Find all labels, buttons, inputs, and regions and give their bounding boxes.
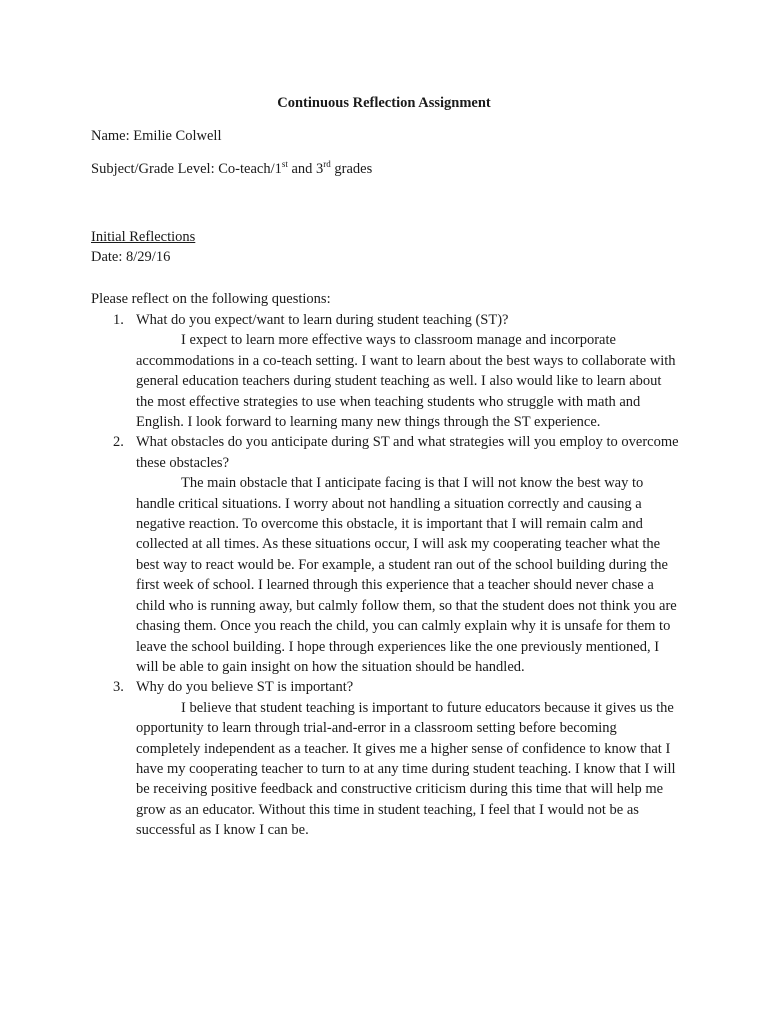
section-heading: Initial Reflections bbox=[91, 229, 196, 245]
answer-text: I expect to learn more effective ways to classroom manage and incorporate accommodations in a co-teach setting. I want to learn about the best ways to collaborate with general education teachers during student teaching as well. I also would like to learn about the most effective strategies to use when teaching students who struggle with math and English. I look forward to learning many new things through the ST experience. bbox=[136, 332, 676, 431]
document-title: Continuous Reflection Assignment bbox=[277, 95, 491, 111]
question-item-2 bbox=[91, 432, 681, 677]
question-item-1 bbox=[91, 310, 681, 432]
subject-prefix: Subject/Grade Level: Co-teach/1 bbox=[91, 161, 282, 177]
date-line: Date: 8/29/16 bbox=[91, 249, 171, 265]
questions-list bbox=[91, 310, 681, 841]
question-text: Why do you believe ST is important? bbox=[136, 679, 354, 696]
subject-grade-line bbox=[91, 159, 372, 179]
question-number: 2. bbox=[113, 434, 124, 451]
subject-superscript-rd: rd bbox=[323, 159, 331, 169]
question-number: 1. bbox=[113, 312, 124, 328]
name-line: Name: Emilie Colwell bbox=[91, 128, 222, 144]
question-text: What obstacles do you anticipate during ST and what strategies will you employ to overcome these obstacles? bbox=[136, 434, 679, 471]
subject-superscript-st: st bbox=[281, 159, 288, 169]
question-item-3 bbox=[91, 677, 681, 840]
questions-prompt: Please reflect on the following questions: bbox=[91, 291, 331, 307]
subject-suffix: grades bbox=[330, 161, 373, 177]
question-number: 3. bbox=[113, 679, 124, 696]
answer-text: The main obstacle that I anticipate facing is that I will not know the best way to handle critical situations. I worry about not handling a situation correctly and causing a negative reaction. To overcome this obstacle, it is important that I will remain calm and collected at all times. As these situations occur, I will ask my cooperating teacher what the best way to react would be. For example, a student ran out of the school building during the first week of school. I learned through this experience that a teacher should never chase a child who is running away, but calmly follow them, so that the student does not think you are chasing them. Once you reach the child, you can calmly explain why it is unsafe for them to leave the school building. I hope through experiences like the one previously mentioned, I will be able to gain insight on how the situation should be handled. bbox=[136, 475, 677, 675]
question-text: What do you expect/want to learn during student teaching (ST)? bbox=[136, 312, 509, 328]
subject-mid: and 3 bbox=[287, 161, 324, 177]
answer-text: I believe that student teaching is important to future educators because it gives us the opportunity to learn through trial-and-error in a classroom setting before becoming completely independent as a teacher. It gives me a higher sense of confidence to know that I have my cooperating teacher to turn to at any time during student teaching. I know that I will be receiving positive feedback and constructive criticism during this time that will help me grow as an educator. Without this time in student teaching, I feel that I would not be as successful as I know I can be. bbox=[136, 699, 676, 839]
